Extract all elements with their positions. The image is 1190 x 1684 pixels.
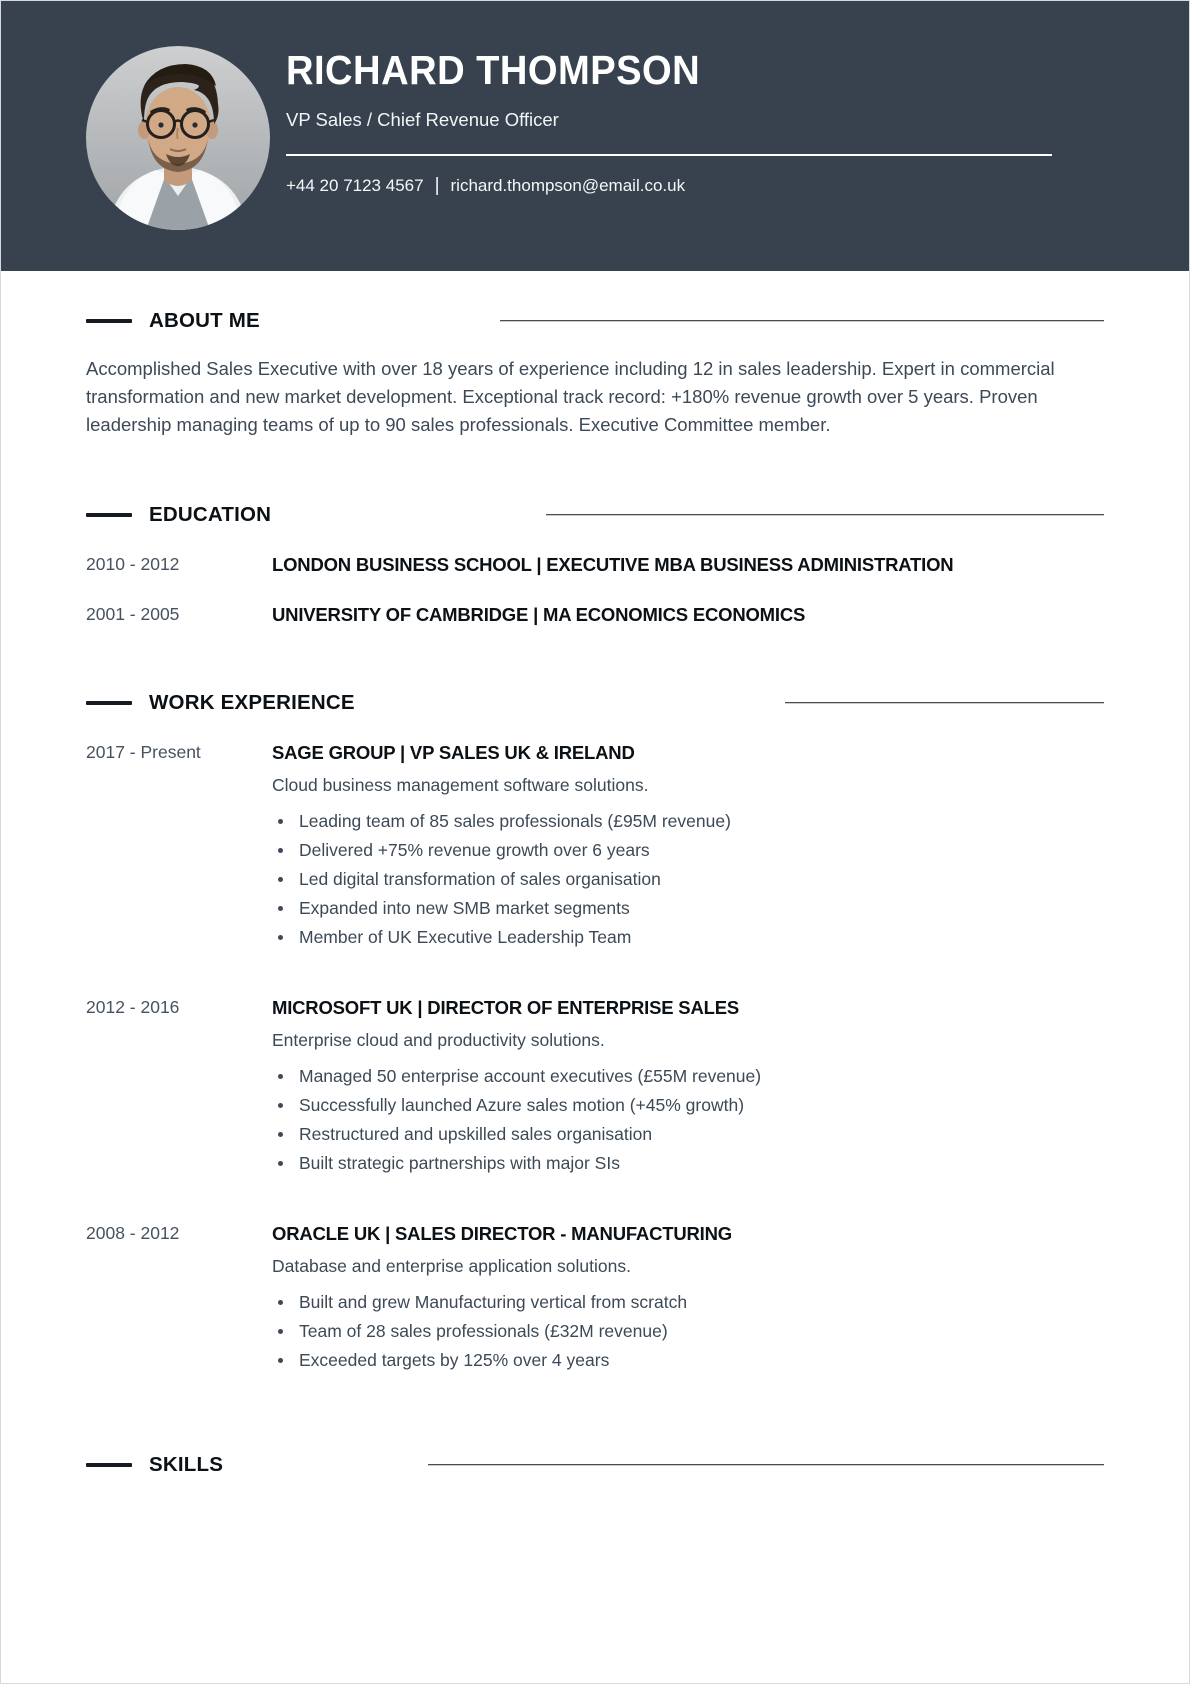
job-title: VP Sales / Chief Revenue Officer — [286, 109, 559, 130]
person-name: RICHARD THOMPSON — [286, 47, 701, 93]
email-address: richard.thompson@email.co.uk — [450, 176, 686, 195]
experience-description: Database and enterprise application solutions. — [272, 1256, 631, 1276]
section-rule — [785, 702, 1104, 704]
experience-title: SAGE GROUP | VP SALES UK & IRELAND — [272, 742, 635, 763]
experience-dates: 2008 - 2012 — [86, 1223, 180, 1243]
experience-main — [272, 996, 1104, 1178]
section-header-skills — [86, 1453, 1104, 1477]
bullet-item — [272, 1062, 1104, 1091]
education-title: UNIVERSITY OF CAMBRIDGE | MA ECONOMICS ECONOMICS — [272, 604, 806, 625]
experience-main — [272, 741, 1104, 952]
section-title-skills: SKILLS — [149, 1453, 224, 1476]
bullet-item — [272, 1317, 1104, 1346]
bullet-text: Leading team of 85 sales professionals (£95M revenue) — [299, 811, 731, 831]
bullet-text: Built and grew Manufacturing vertical from scratch — [299, 1292, 688, 1312]
education-row — [86, 603, 1104, 627]
bullet-dot-icon — [278, 1103, 283, 1108]
education-dates: 2001 - 2005 — [86, 604, 180, 624]
contact-line — [286, 175, 1052, 197]
bullet-item — [272, 1346, 1104, 1375]
experience-dates: 2017 - Present — [86, 742, 201, 762]
experience-dates: 2012 - 2016 — [86, 997, 180, 1017]
phone-number: +44 20 7123 4567 — [286, 176, 424, 195]
section-dash-icon — [86, 319, 132, 323]
education-row — [86, 553, 1104, 577]
cv-body — [1, 309, 1189, 1477]
section-dash-icon — [86, 701, 132, 705]
bullet-text: Built strategic partnerships with major SIs — [299, 1153, 620, 1173]
bullet-dot-icon — [278, 1329, 283, 1334]
bullet-text: Successfully launched Azure sales motion (+45% growth) — [299, 1095, 745, 1115]
bullet-text: Delivered +75% revenue growth over 6 years — [299, 840, 650, 860]
bullet-dot-icon — [278, 1358, 283, 1363]
experience-title: ORACLE UK | SALES DIRECTOR - MANUFACTURING — [272, 1223, 732, 1244]
bullet-text: Team of 28 sales professionals (£32M revenue) — [299, 1321, 668, 1341]
bullet-item — [272, 1091, 1104, 1120]
bullet-dot-icon — [278, 1300, 283, 1305]
education-title: LONDON BUSINESS SCHOOL | EXECUTIVE MBA BUSINESS ADMINISTRATION — [272, 554, 954, 575]
section-title-work-experience: WORK EXPERIENCE — [149, 691, 355, 714]
experience-bullet-list — [272, 1062, 1104, 1178]
contact-separator: | — [434, 175, 440, 196]
bullet-item — [272, 865, 1104, 894]
experience-title: MICROSOFT UK | DIRECTOR OF ENTERPRISE SALES — [272, 997, 739, 1018]
bullet-item — [272, 1149, 1104, 1178]
about-paragraph: Accomplished Sales Executive with over 18 years of experience including 12 in sales leadership. Expert in commercial transformation and new market development. Exceptional track record: +180% revenue growth over 5 years. Proven leadership managing teams of up to 90 sales professionals. Executive Committee member. — [86, 358, 1055, 435]
bullet-item — [272, 1288, 1104, 1317]
profile-photo — [86, 46, 270, 230]
bullet-dot-icon — [278, 848, 283, 853]
bullet-dot-icon — [278, 819, 283, 824]
experience-bullet-list — [272, 807, 1104, 952]
bullet-dot-icon — [278, 877, 283, 882]
bullet-item — [272, 1120, 1104, 1149]
bullet-dot-icon — [278, 935, 283, 940]
bullet-dot-icon — [278, 1132, 283, 1137]
section-title-education: EDUCATION — [149, 503, 272, 526]
cv-header — [1, 1, 1189, 271]
header-text-block — [286, 47, 1052, 197]
section-rule — [500, 320, 1104, 322]
section-rule — [546, 514, 1104, 516]
bullet-dot-icon — [278, 1161, 283, 1166]
experience-entry — [86, 741, 1104, 952]
experience-bullet-list — [272, 1288, 1104, 1375]
experience-main — [272, 1222, 1104, 1375]
section-title-about: ABOUT ME — [149, 309, 260, 332]
bullet-item — [272, 807, 1104, 836]
bullet-dot-icon — [278, 906, 283, 911]
bullet-item — [272, 894, 1104, 923]
bullet-text: Restructured and upskilled sales organisation — [299, 1124, 653, 1144]
section-header-education — [86, 503, 1104, 527]
experience-description: Cloud business management software solutions. — [272, 775, 649, 795]
section-header-work-experience — [86, 691, 1104, 715]
experience-description: Enterprise cloud and productivity solutions. — [272, 1030, 605, 1050]
section-header-about — [86, 309, 1104, 333]
bullet-text: Member of UK Executive Leadership Team — [299, 927, 632, 947]
bullet-text: Expanded into new SMB market segments — [299, 898, 630, 918]
bullet-text: Exceeded targets by 125% over 4 years — [299, 1350, 610, 1370]
experience-entry — [86, 996, 1104, 1178]
bullet-text: Led digital transformation of sales organisation — [299, 869, 661, 889]
section-dash-icon — [86, 1463, 132, 1467]
bullet-item — [272, 923, 1104, 952]
person-portrait-icon — [86, 46, 270, 230]
bullet-text: Managed 50 enterprise account executives (£55M revenue) — [299, 1066, 762, 1086]
section-rule — [428, 1464, 1104, 1466]
education-dates: 2010 - 2012 — [86, 554, 180, 574]
bullet-item — [272, 836, 1104, 865]
section-dash-icon — [86, 513, 132, 517]
experience-entry — [86, 1222, 1104, 1375]
header-divider — [286, 154, 1052, 156]
bullet-dot-icon — [278, 1074, 283, 1079]
